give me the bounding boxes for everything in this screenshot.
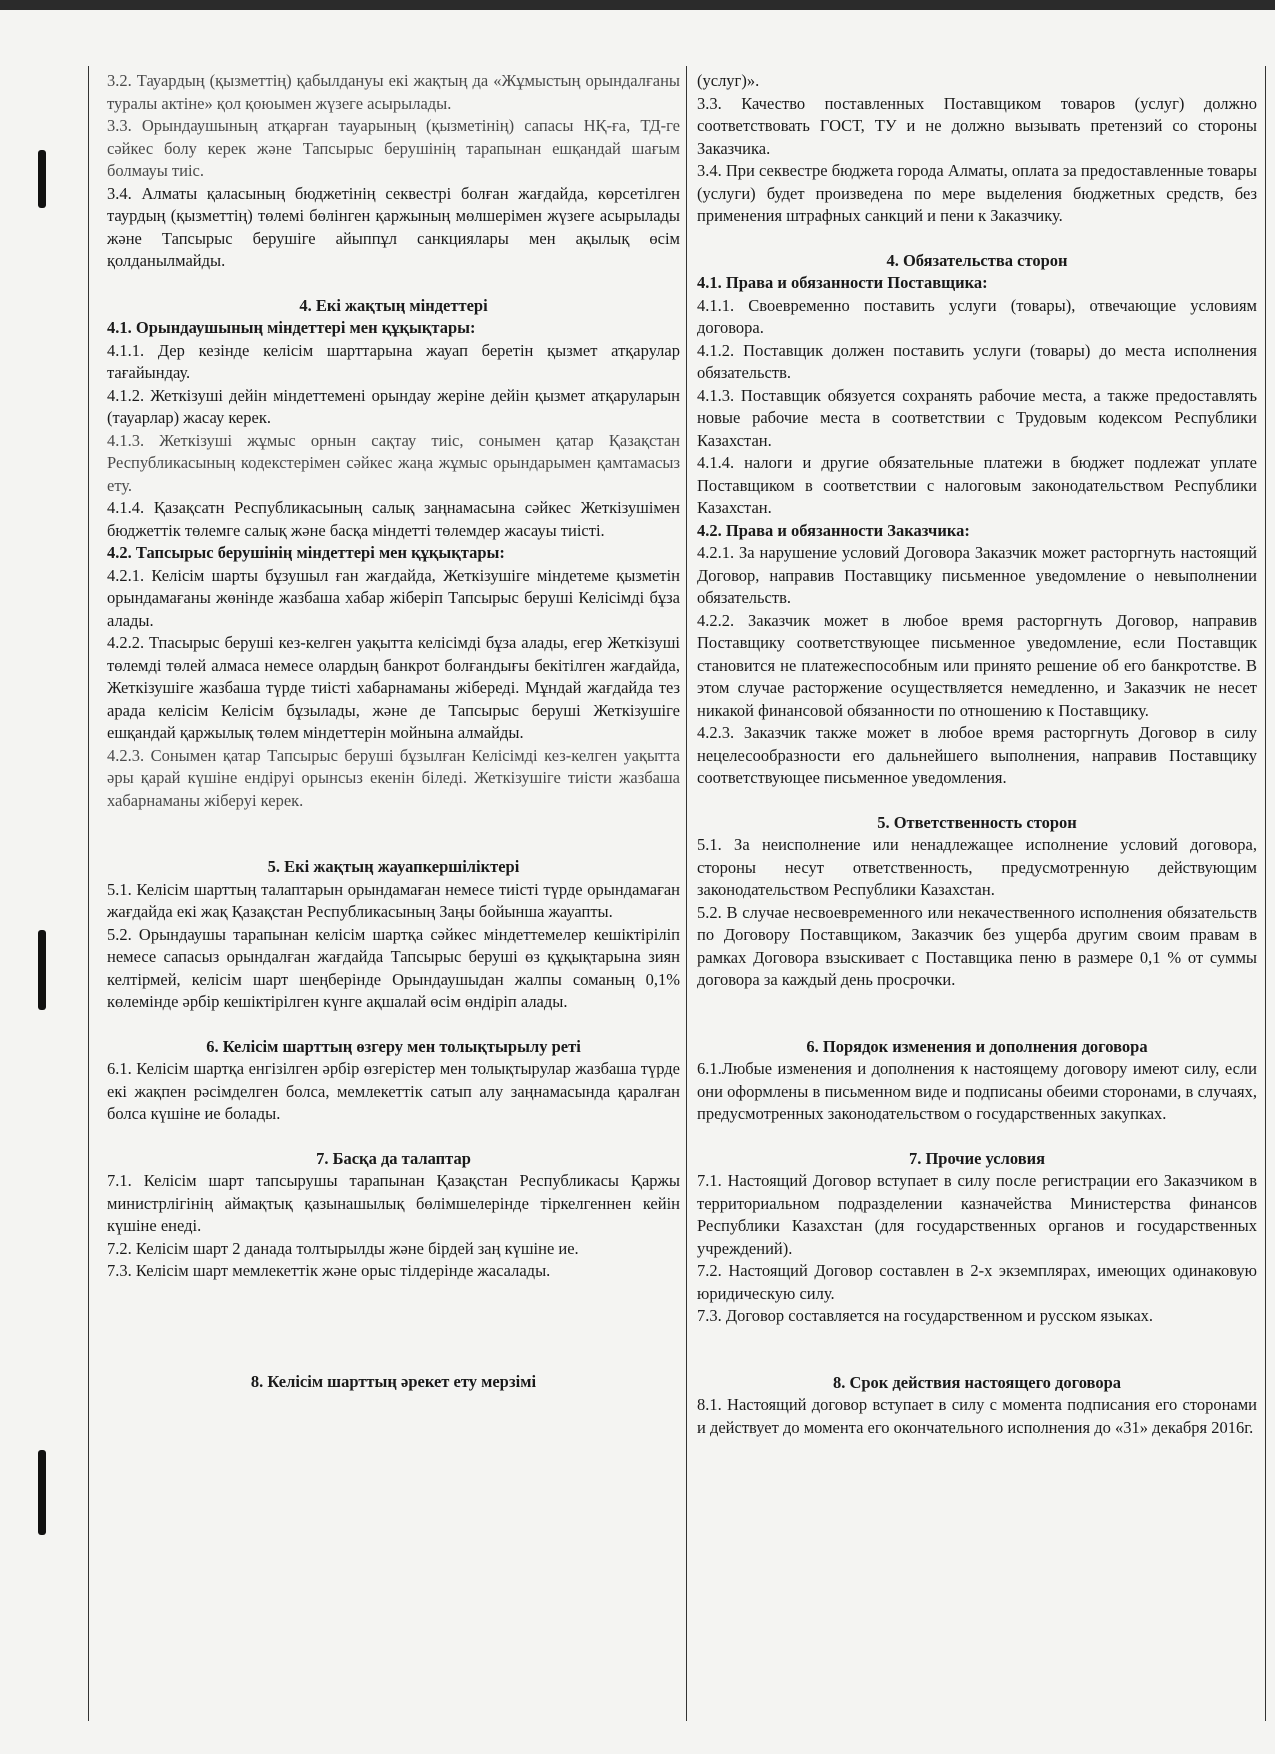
spacer <box>697 1126 1257 1148</box>
clause-paragraph: 4.1.4. Қазақсатн Республикасының салық заңнамасына сәйкес Жеткізушімен бюджеттік төлемге салық және басқа міндетті төлемдер жасауы тиісті. <box>107 498 680 540</box>
clause-paragraph: 3.3. Орындаушының атқарған тауарының (қызметінің) сапасы НҚ-ға, ТД-ге сәйкес болу керек және Тапсырыс берушінің тарапынан ешқандай шағым болмауы тиіс. <box>107 116 680 180</box>
clause-paragraph: 4.1.1. Дер кезінде келісім шарттарына жауап беретін қызмет атқарулар тағайындау. <box>107 340 680 382</box>
subsection-heading: 4.1. Права и обязанности Поставщика: <box>697 273 988 292</box>
section-heading: 4. Обязательства сторон <box>886 250 1068 270</box>
clause-paragraph: 7.1. Настоящий Договор вступает в силу после регистрации его Заказчиком в территориальном подразделении казначейства Министерства финансов Республики Казахстан (для государственных органов и государственных учреждений). <box>697 1171 1257 1258</box>
section-heading: 7. Прочие условия <box>908 1148 1046 1168</box>
clause-paragraph: 5.2. Орындаушы тарапынан келісім шартқа сәйкес міндеттемелер кешіктіріліп немесе сапасыз орындалған жағдайда Тапсырыс беруші өз құқықтарына зиян келтірмей, келісім шарт шеңберінде Орындаушыдан жалпы соманың 0,1% көлемінде әрбір кешіктірілген күнге ақшалай өсім өндіріп алады. <box>107 924 680 1011</box>
section-heading: 5. Ответственность сторон <box>877 812 1077 832</box>
spacer <box>697 1328 1257 1372</box>
clause-paragraph: 3.3. Качество поставленных Поставщиком товаров (услуг) должно соответствовать ГОСТ, ТУ и не должно вызывать претензий со стороны Заказчика. <box>697 93 1257 158</box>
spacer <box>107 1283 680 1327</box>
punch-hole-mark <box>38 150 46 208</box>
subsection-heading: 4.1. Орындаушының міндеттері мен құқықтары: <box>107 318 476 337</box>
clause-paragraph: 4.2.3. Заказчик также может в любое время расторгнуть Договор в силу нецелесообразности его дальнейшего выполнения, направив Поставщику соответствующее письменное уведомления. <box>697 723 1257 787</box>
clause-paragraph: 3.2. Тауардың (қызметтің) қабылдануы екі жақтың да «Жұмыстың орындалғаны туралы актіне» қол қоюымен жүзеге асырылады. <box>107 71 680 113</box>
section-heading: 7. Басқа да талаптар <box>316 1148 471 1168</box>
clause-paragraph: 7.1. Келісім шарт тапсырушы тарапынан Қазақстан Республикасы Қаржы министрлігінің аймақтық қазынашылық бөлімшелерінде тіркелгеннен кейін күшіне енеді. <box>107 1171 680 1235</box>
clause-paragraph: 4.1.1. Своевременно поставить услуги (товары), отвечающие условиям договора. <box>697 295 1257 337</box>
spacer <box>107 1327 680 1371</box>
clause-paragraph: 4.2.2. Тпасырыс беруші кез-келген уақытта келісімді бұза алады, егер Жеткізуші төлемді төлей алмаса немесе олардың банкрот болғандығы бекітілген жағдайда, Жеткізушіге жазбаша түрде тиісті хабарнаманы жібереді. Мұндай жағдайда тез арада келісім Келісім бұзылады, және де Тапсырыс беруші Жеткізушіге ешқандай қаржылық төлем міндеттерін мойнына алмайды. <box>107 633 680 742</box>
section-heading: 5. Екі жақтың жауапкершіліктері <box>267 857 520 876</box>
spacer <box>697 228 1257 250</box>
clause-paragraph: 6.1. Келісім шартқа енгізілген әрбір өзгерістер мен толықтырулар жазбаша түрде екі жақпен рәсімделген болса, мемлекеттік сатып алу заңнамасында қаралған болса күшіне ие болады. <box>107 1059 680 1123</box>
spacer <box>107 812 680 856</box>
clause-paragraph: 4.1.3. Поставщик обязуется сохранять рабочие места, а также предоставлять новые рабочие места в соответствии с Трудовым кодексом Республики Казахстан. <box>697 385 1257 450</box>
section-heading: 6. Келісім шарттың өзгеру мен толықтырылу реті <box>206 1036 581 1056</box>
punch-hole-mark <box>38 930 46 1010</box>
subsection-heading: 4.2. Тапсырыс берушінің міндеттері мен құқықтары: <box>107 543 505 562</box>
spacer <box>107 273 680 295</box>
subsection-heading: 4.2. Права и обязанности Заказчика: <box>697 520 970 540</box>
scan-top-edge <box>0 0 1275 10</box>
clause-paragraph: 4.2.1. За нарушение условий Договора Заказчик может расторгнуть настоящий Договор, направив Поставщику письменное уведомление о невыполнении обязательств. <box>697 543 1257 607</box>
spacer <box>107 1126 680 1148</box>
clause-paragraph: 7.2. Настоящий Договор составлен в 2-х экземплярах, имеющих одинаковую юридическую силу. <box>697 1261 1257 1303</box>
clause-paragraph: 4.1.2. Поставщик должен поставить услуги (товары) до места исполнения обязательств. <box>697 340 1257 382</box>
clause-paragraph: 6.1.Любые изменения и дополнения к настоящему договору имеют силу, если они оформлены в письменном виде и подписаны обеими сторонами, в случаях, предусмотренных законодательством о государственных закупках. <box>697 1059 1257 1123</box>
spacer <box>697 992 1257 1036</box>
clause-paragraph: 4.1.4. налоги и другие обязательные платежи в бюджет подлежат уплате Поставщиком в соответствии с налоговым законодательством Республики Казахстан. <box>697 453 1257 517</box>
clause-paragraph: 4.2.1. Келісім шарты бұзушыл ған жағдайда, Жеткізушіге міндетеме қызметін орындамағаны жөнінде жазбаша хабар жіберіп Тапсырыс беруші Келісімді бұза алады. <box>107 565 680 630</box>
spacer <box>107 1014 680 1036</box>
clause-paragraph: 5.1. Келісім шарттың талаптарын орындамаған немесе тиісті түрде орындамаған жағдайда екі жақ Қазақстан Республикасының Заңы бойынша жауапты. <box>107 879 680 921</box>
clause-paragraph: 4.1.3. Жеткізуші жұмыс орнын сақтау тиіс, сонымен қатар Қазақстан Республикасының кодекстерімен сәйкес жаңа жұмыс орындарымен қамтамасыз ету. <box>107 430 680 495</box>
clause-paragraph: 3.4. Алматы қаласының бюджетінің секвестрі болған жағдайда, көрсетілген таурдың (қызметтің) төлемі бөлінген қаржының мөлшерімен жүзеге асырылады және Тапсырыс берушіге айыппұл санкциялары мен ақылық өсім қолданылмайды. <box>107 183 680 270</box>
clause-paragraph: 5.2. В случае несвоевременного или некачественного исполнения обязательств по Договору Поставщиком, Заказчик без ущерба другим своим правам в рамках Договора взыскивает с Поставщика пеню в размере 0,1 % от суммы договора за каждый день просрочки. <box>697 902 1257 989</box>
clause-paragraph: 7.2. Келісім шарт 2 данада толтырылды және бірдей заң күшіне ие. <box>107 1238 579 1258</box>
russian-text-column <box>687 66 1266 1721</box>
clause-paragraph: 4.2.3. Сонымен қатар Тапсырыс беруші бұзылған Келісімді кез-келген уақытта әры қарай күшіне ендіруі орынсыз екенін біледі. Жеткізушіге тиісти жазбаша хабарнаманы жіберуі керек. <box>107 745 680 810</box>
clause-paragraph: 3.4. При секвестре бюджета города Алматы, оплата за предоставленные товары (услуги) будет произведена по мере выделения бюджетных средств, без применения штрафных санкций и пени к Заказчику. <box>697 161 1257 225</box>
clause-paragraph: 4.1.2. Жеткізуші дейін міндеттемені орындау жеріне дейін қызмет атқаруларын (тауарлар) жасау керек. <box>107 385 680 427</box>
section-heading: 6. Порядок изменения и дополнения договора <box>806 1036 1148 1056</box>
clause-paragraph: (услуг)». <box>697 71 760 90</box>
clause-paragraph: 7.3. Договор составляется на государственном и русском языках. <box>697 1306 1154 1325</box>
section-heading: 8. Келісім шарттың әрекет ету мерзімі <box>250 1371 537 1391</box>
clause-paragraph: 7.3. Келісім шарт мемлекеттік және орыс тілдерінде жасалады. <box>107 1261 551 1280</box>
clause-paragraph: 4.2.2. Заказчик может в любое время расторгнуть Договор, направив Поставщику соответствующее письменное уведомление, если Поставщик становится не платежеспособным или принято решение об его банкротстве. В этом случае расторжение осуществляется немедленно, и Заказчик не несет никакой финансовой обязанности по отношению к Поставщику. <box>697 610 1257 720</box>
spacer <box>697 790 1257 812</box>
clause-paragraph: 8.1. Настоящий договор вступает в силу с момента подписания его сторонами и действует до момента его окончательного исполнения до «31» декабря 2016г. <box>697 1395 1257 1437</box>
section-heading: 4. Екі жақтың міндеттері <box>299 295 488 315</box>
clause-paragraph: 5.1. За неисполнение или ненадлежащее исполнение условий договора, стороны несут ответственность, предусмотренную действующим законодательством Республики Казахстан. <box>697 835 1257 899</box>
punch-hole-mark <box>38 1450 46 1535</box>
section-heading: 8. Срок действия настоящего договора <box>832 1372 1122 1392</box>
kazakh-text-column <box>88 66 687 1721</box>
